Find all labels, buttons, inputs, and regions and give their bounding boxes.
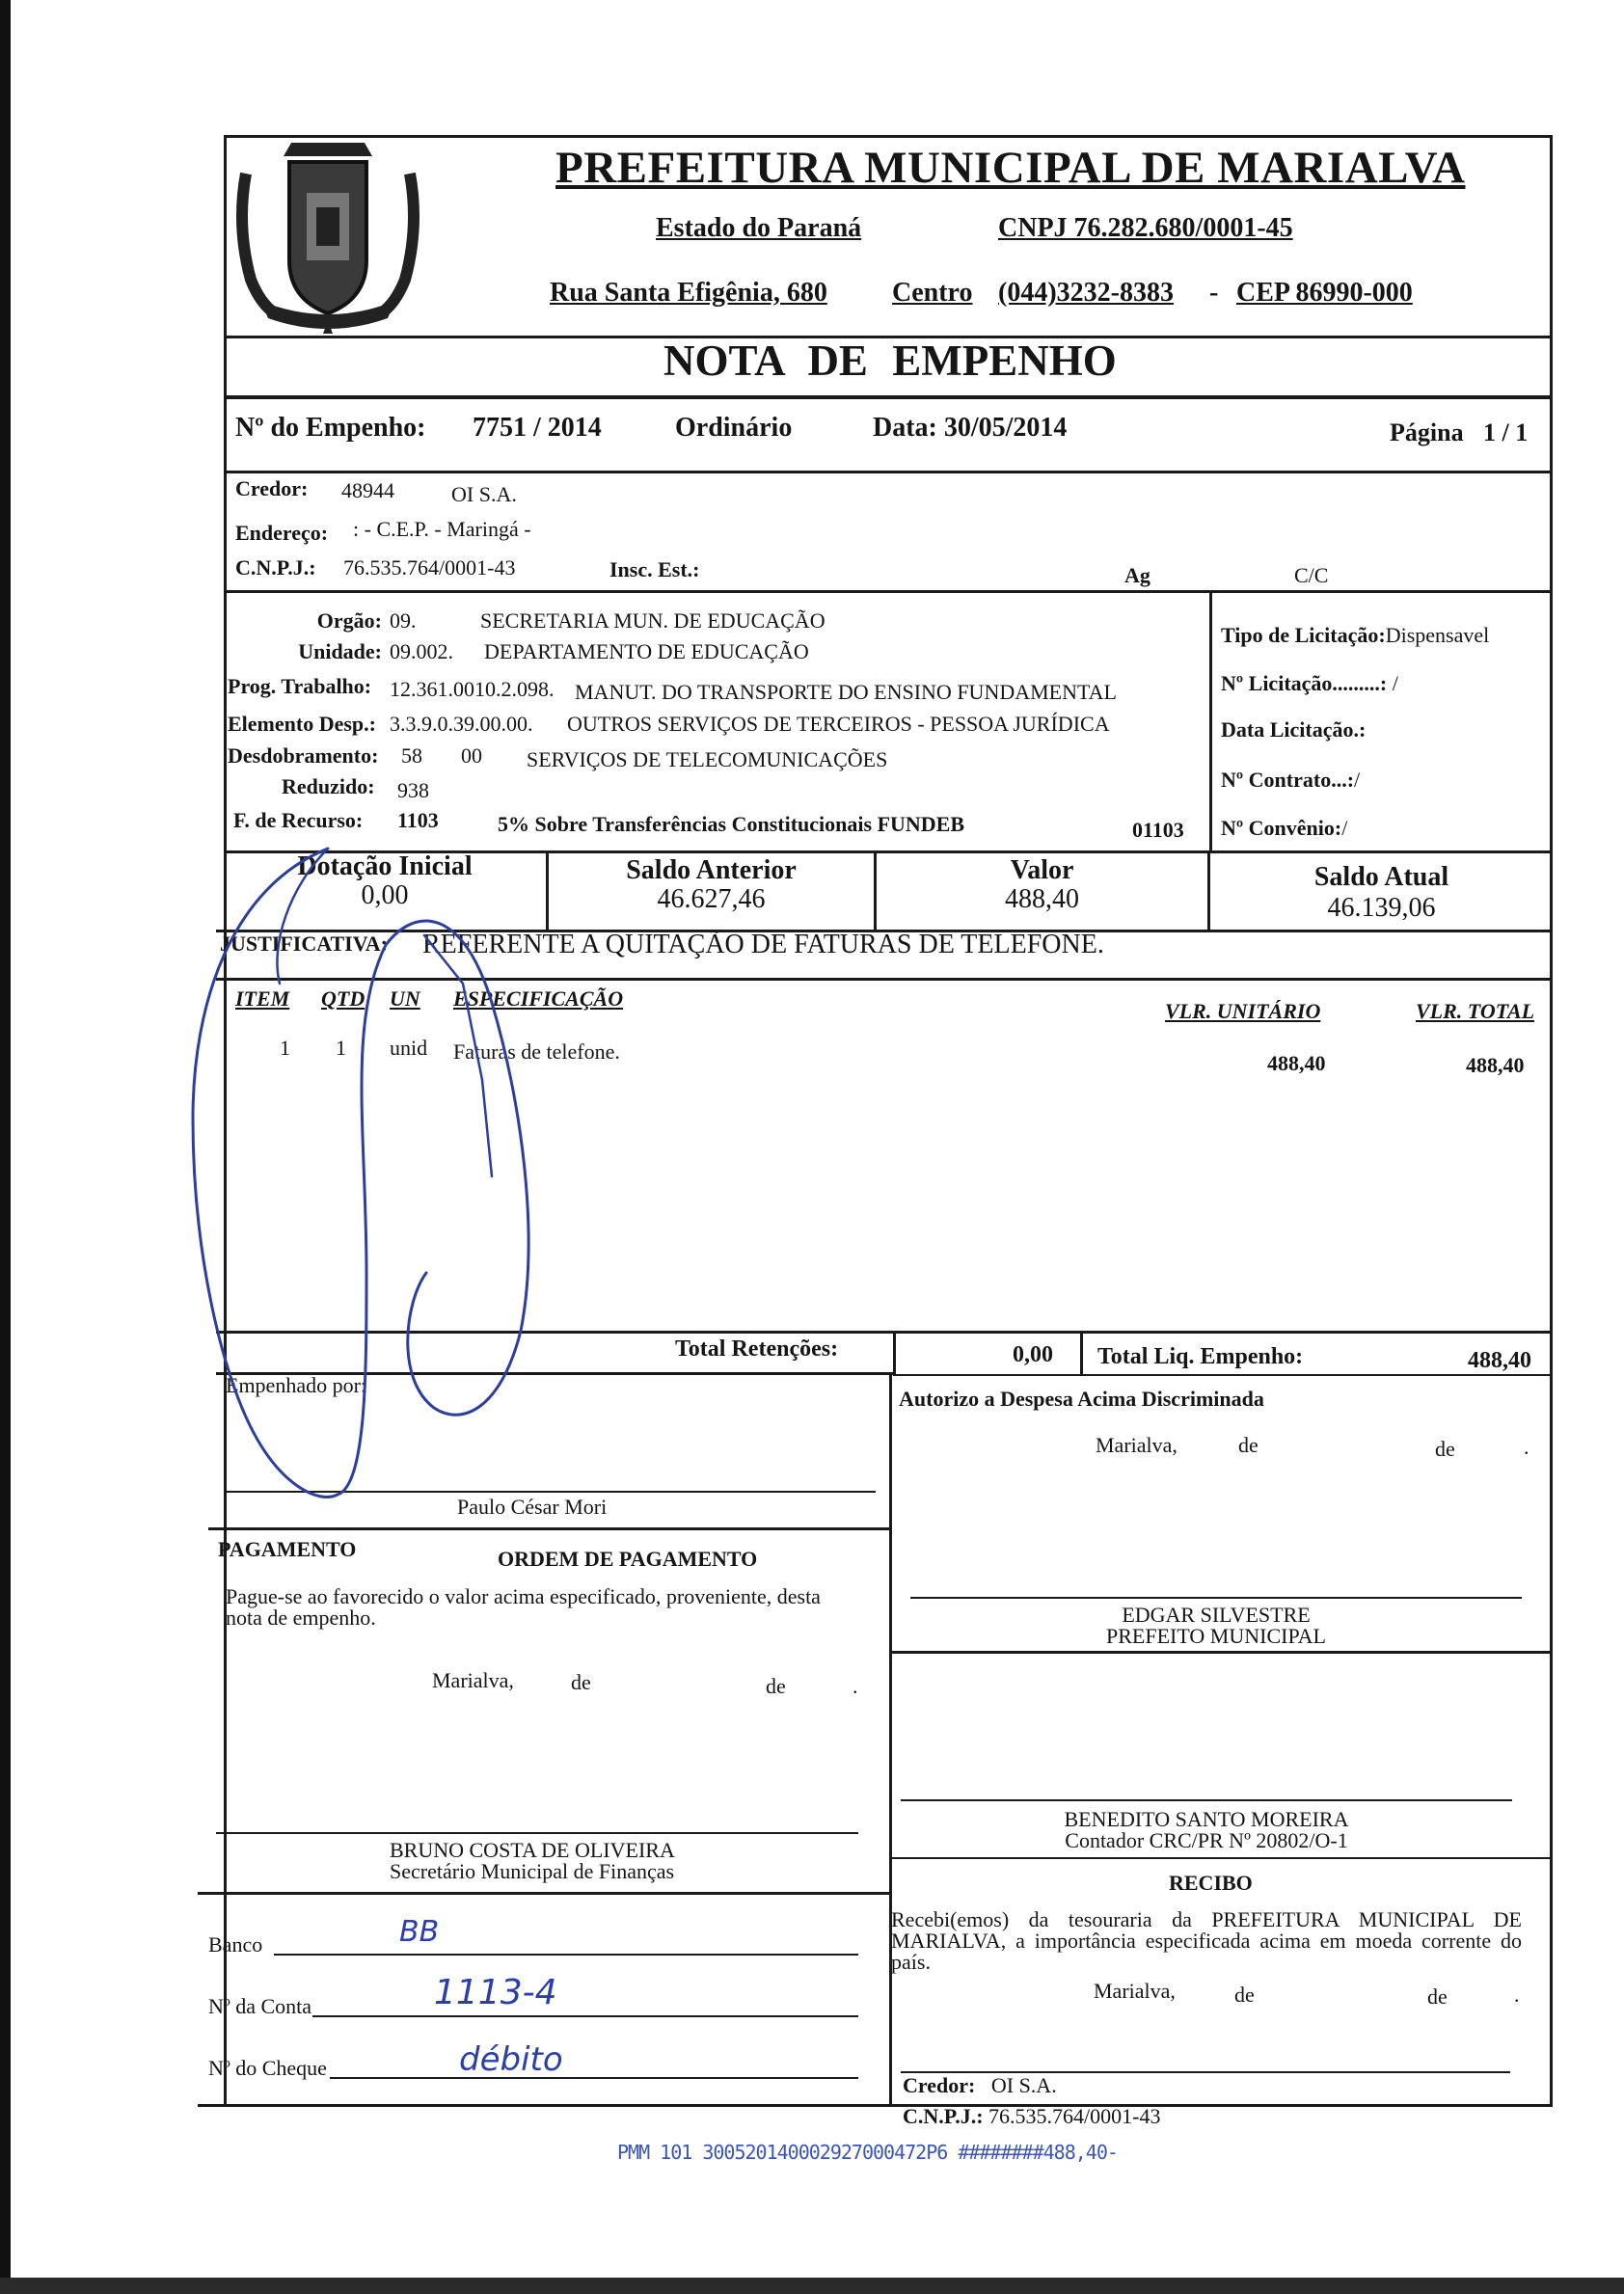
prefeitura-title: PREFEITURA MUNICIPAL DE MARIALVA <box>555 143 1466 193</box>
divider <box>216 978 1553 981</box>
cheque-label: Nº do Cheque <box>208 2056 327 2080</box>
divider <box>889 1651 1553 1654</box>
credor-name: OI S.A. <box>451 482 517 506</box>
tipo-licitacao: Tipo de Licitação:Dispensavel <box>1221 623 1490 647</box>
unidade-label: Unidade: <box>298 639 382 663</box>
divider <box>889 1374 892 2104</box>
dash-separator: - <box>1209 278 1219 308</box>
un-column-header: UN <box>390 986 420 1011</box>
reduzido-label: Reduzido: <box>282 774 375 798</box>
recibo-de2: de <box>1427 1984 1448 2009</box>
scan-edge-bottom <box>0 2278 1624 2294</box>
orgao-name: SECRETARIA MUN. DE EDUCAÇÃO <box>480 608 826 633</box>
conta-field-line <box>312 2015 858 2017</box>
divider <box>1209 590 1212 850</box>
desdobramento-label: Desdobramento: <box>228 743 379 768</box>
page-number: 1 / 1 <box>1483 418 1529 446</box>
banco-handwritten-value: BB <box>399 1915 440 1949</box>
credor-label: Credor: <box>235 476 309 500</box>
pagamento-text: Pague-se ao favorecido o valor acima especificado, proveniente, desta nota de empenho. <box>226 1584 821 1630</box>
place-date-city: Marialva, <box>1096 1433 1177 1457</box>
divider <box>224 590 1553 593</box>
divider <box>889 1857 1553 1859</box>
row-vlr-unitario: 488,40 <box>1267 1051 1326 1075</box>
empenho-date: Data: 30/05/2014 <box>873 413 1068 443</box>
empenho-number: 7751 / 2014 <box>473 413 602 443</box>
numero-convenio: Nº Convênio:/ <box>1221 816 1348 840</box>
conta-handwritten-value: 1113-4 <box>434 1973 557 2012</box>
frame-bottom <box>198 2104 1553 2107</box>
prog-trabalho-code: 12.361.0010.2.098. <box>390 677 555 701</box>
financas-name: BRUNO COSTA DE OLIVEIRA <box>390 1838 675 1862</box>
payment-stamp: PMM 101 300520140002927000472P6 ########488,40- <box>617 2141 1118 2164</box>
divider <box>216 1331 1553 1334</box>
valor-value: 488,40 <box>1005 884 1079 914</box>
qtd-column-header: QTD <box>321 986 365 1011</box>
divider <box>893 1331 896 1374</box>
address-label: Rua Santa Efigênia, 680 <box>550 278 827 308</box>
recibo-city: Marialva, <box>1094 1979 1176 2003</box>
banco-label: Banco <box>208 1932 263 1957</box>
cheque-handwritten-value: débito <box>459 2040 563 2079</box>
recibo-text: Recebi(emos) da tesouraria da PREFEITURA MUNICIPAL DE MARIALVA, a importância especificada acima em moeda corrente do país. <box>891 1907 1522 1974</box>
signature-line <box>910 1597 1522 1599</box>
row-item: 1 <box>280 1036 290 1060</box>
cheque-field-line <box>330 2077 858 2079</box>
credor-cnpj-label: C.N.P.J.: <box>235 555 316 580</box>
desdobramento-code: 58 <box>401 743 422 768</box>
signature-line <box>224 1491 876 1493</box>
prog-trabalho-name: MANUT. DO TRANSPORTE DO ENSINO FUNDAMENTAL <box>575 680 1117 704</box>
contador-name: BENEDITO SANTO MOREIRA <box>1064 1807 1349 1831</box>
page-label: Página <box>1390 418 1464 446</box>
pagamento-de1: de <box>571 1670 591 1694</box>
municipal-coat-of-arms-logo <box>231 135 424 337</box>
desdobramento-name: SERVIÇOS DE TELECOMUNICAÇÕES <box>527 747 888 771</box>
cep-label: CEP 86990-000 <box>1236 278 1413 308</box>
saldo-atual-label: Saldo Atual <box>1313 862 1449 892</box>
orgao-code: 09. <box>390 608 417 633</box>
fonte-recurso-code2: 01103 <box>1132 818 1184 842</box>
recibo-cnpj: C.N.P.J.: 76.535.764/0001-43 <box>903 2104 1161 2128</box>
justificativa-label: JUSTIFICATIVA: <box>220 931 389 956</box>
agency-label: Ag <box>1124 563 1150 587</box>
empenhado-por-name: Paulo César Mori <box>457 1495 608 1519</box>
reduzido-value: 938 <box>397 778 429 802</box>
row-un: unid <box>390 1036 428 1060</box>
account-label: C/C <box>1294 563 1329 587</box>
divider <box>224 471 1553 473</box>
fonte-recurso-label: F. de Recurso: <box>233 808 364 832</box>
banco-field-line <box>274 1954 858 1956</box>
unidade-code: 09.002. <box>390 639 453 663</box>
elemento-label: Elemento Desp.: <box>228 712 376 736</box>
row-qtd: 1 <box>336 1036 346 1060</box>
recibo-end: . <box>1514 1983 1520 2007</box>
divider <box>208 1527 889 1530</box>
elemento-code: 3.3.9.0.39.00.00. <box>390 712 533 736</box>
prog-trabalho-label: Prog. Trabalho: <box>228 674 372 698</box>
signature-line <box>901 1799 1512 1801</box>
data-licitacao-label: Data Licitação.: <box>1221 717 1367 742</box>
justificativa-text: REFERENTE A QUITAÇÃO DE FATURAS DE TELEFONE. <box>422 930 1104 959</box>
signature-line <box>216 1832 858 1834</box>
credor-code: 48944 <box>341 478 394 502</box>
insc-est-label: Insc. Est.: <box>609 557 700 581</box>
recibo-title: RECIBO <box>1169 1871 1253 1895</box>
prefeito-name: EDGAR SILVESTRE <box>1122 1603 1311 1627</box>
item-column-header: ITEM <box>235 986 290 1011</box>
divider <box>198 1892 889 1895</box>
scan-edge-left <box>0 0 11 2294</box>
dotacao-inicial-value: 0,00 <box>361 880 409 910</box>
pagamento-city: Marialva, <box>432 1668 514 1692</box>
address-field-label: Endereço: <box>235 521 329 545</box>
fonte-recurso-code: 1103 <box>397 808 439 832</box>
saldo-atual-value: 46.139,06 <box>1327 893 1436 923</box>
total-retencoes-label: Total Retenções: <box>675 1336 839 1362</box>
saldo-anterior-label: Saldo Anterior <box>626 855 797 885</box>
financas-title: Secretário Municipal de Finanças <box>390 1859 675 1883</box>
pagamento-label: PAGAMENTO <box>218 1537 357 1561</box>
orgao-label: Orgão: <box>316 608 382 633</box>
vlr-total-column-header: VLR. TOTAL <box>1416 999 1535 1023</box>
neighborhood-label: Centro <box>892 278 973 308</box>
phone-label: (044)3232-8383 <box>998 278 1174 308</box>
empenho-type: Ordinário <box>675 413 793 443</box>
place-date-end: . <box>1524 1435 1529 1459</box>
credor-cnpj: 76.535.764/0001-43 <box>343 555 516 580</box>
numero-licitacao: Nº Licitação.........: / <box>1221 671 1398 695</box>
empenhado-por-label: Empenhado por: <box>226 1373 367 1397</box>
unidade-name: DEPARTAMENTO DE EDUCAÇÃO <box>484 639 809 663</box>
empenho-number-label: Nº do Empenho: <box>235 413 426 443</box>
fonte-recurso-name: 5% Sobre Transferências Constitucionais FUNDEB <box>498 812 965 836</box>
saldo-anterior-value: 46.627,46 <box>657 884 766 914</box>
credor-address: : - C.E.P. - Maringá - <box>353 517 531 541</box>
pagamento-de2: de <box>766 1674 786 1698</box>
place-date-de2: de <box>1435 1437 1455 1461</box>
prefeito-title: PREFEITO MUNICIPAL <box>1106 1624 1326 1648</box>
dotacao-inicial-label: Dotação Inicial <box>297 851 473 881</box>
valor-label: Valor <box>1010 855 1074 885</box>
numero-contrato: Nº Contrato...:/ <box>1221 768 1361 792</box>
desdobramento-subcode: 00 <box>461 743 482 768</box>
row-especificacao: Faturas de telefone. <box>453 1039 620 1064</box>
ordem-pagamento-label: ORDEM DE PAGAMENTO <box>498 1547 758 1571</box>
elemento-name: OUTROS SERVIÇOS DE TERCEIROS - PESSOA JURÍDICA <box>567 712 1110 736</box>
especificacao-column-header: ESPECIFICAÇÃO <box>453 986 624 1011</box>
total-liquido-value: 488,40 <box>1468 1348 1531 1373</box>
divider <box>893 1374 1553 1376</box>
recibo-de1: de <box>1234 1983 1255 2007</box>
document-title: NOTA DE EMPENHO <box>663 337 1117 385</box>
total-liquido-label: Total Liq. Empenho: <box>1097 1344 1304 1369</box>
state-label: Estado do Paraná <box>656 213 862 243</box>
autorizo-despesa-label: Autorizo a Despesa Acima Discriminada <box>899 1387 1264 1411</box>
divider <box>224 395 1553 399</box>
recibo-credor: Credor: OI S.A. <box>903 2073 1057 2097</box>
pagamento-end: . <box>853 1674 858 1698</box>
place-date-de1: de <box>1238 1433 1259 1457</box>
total-retencoes-value: 0,00 <box>1013 1342 1053 1367</box>
row-vlr-total: 488,40 <box>1466 1053 1525 1077</box>
divider <box>1080 1331 1083 1374</box>
vlr-unitario-column-header: VLR. UNITÁRIO <box>1165 999 1321 1023</box>
conta-label: Nº da Conta <box>208 1994 312 2018</box>
contador-title: Contador CRC/PR Nº 20802/O-1 <box>1065 1828 1348 1852</box>
cnpj-label: CNPJ 76.282.680/0001-45 <box>998 213 1293 243</box>
